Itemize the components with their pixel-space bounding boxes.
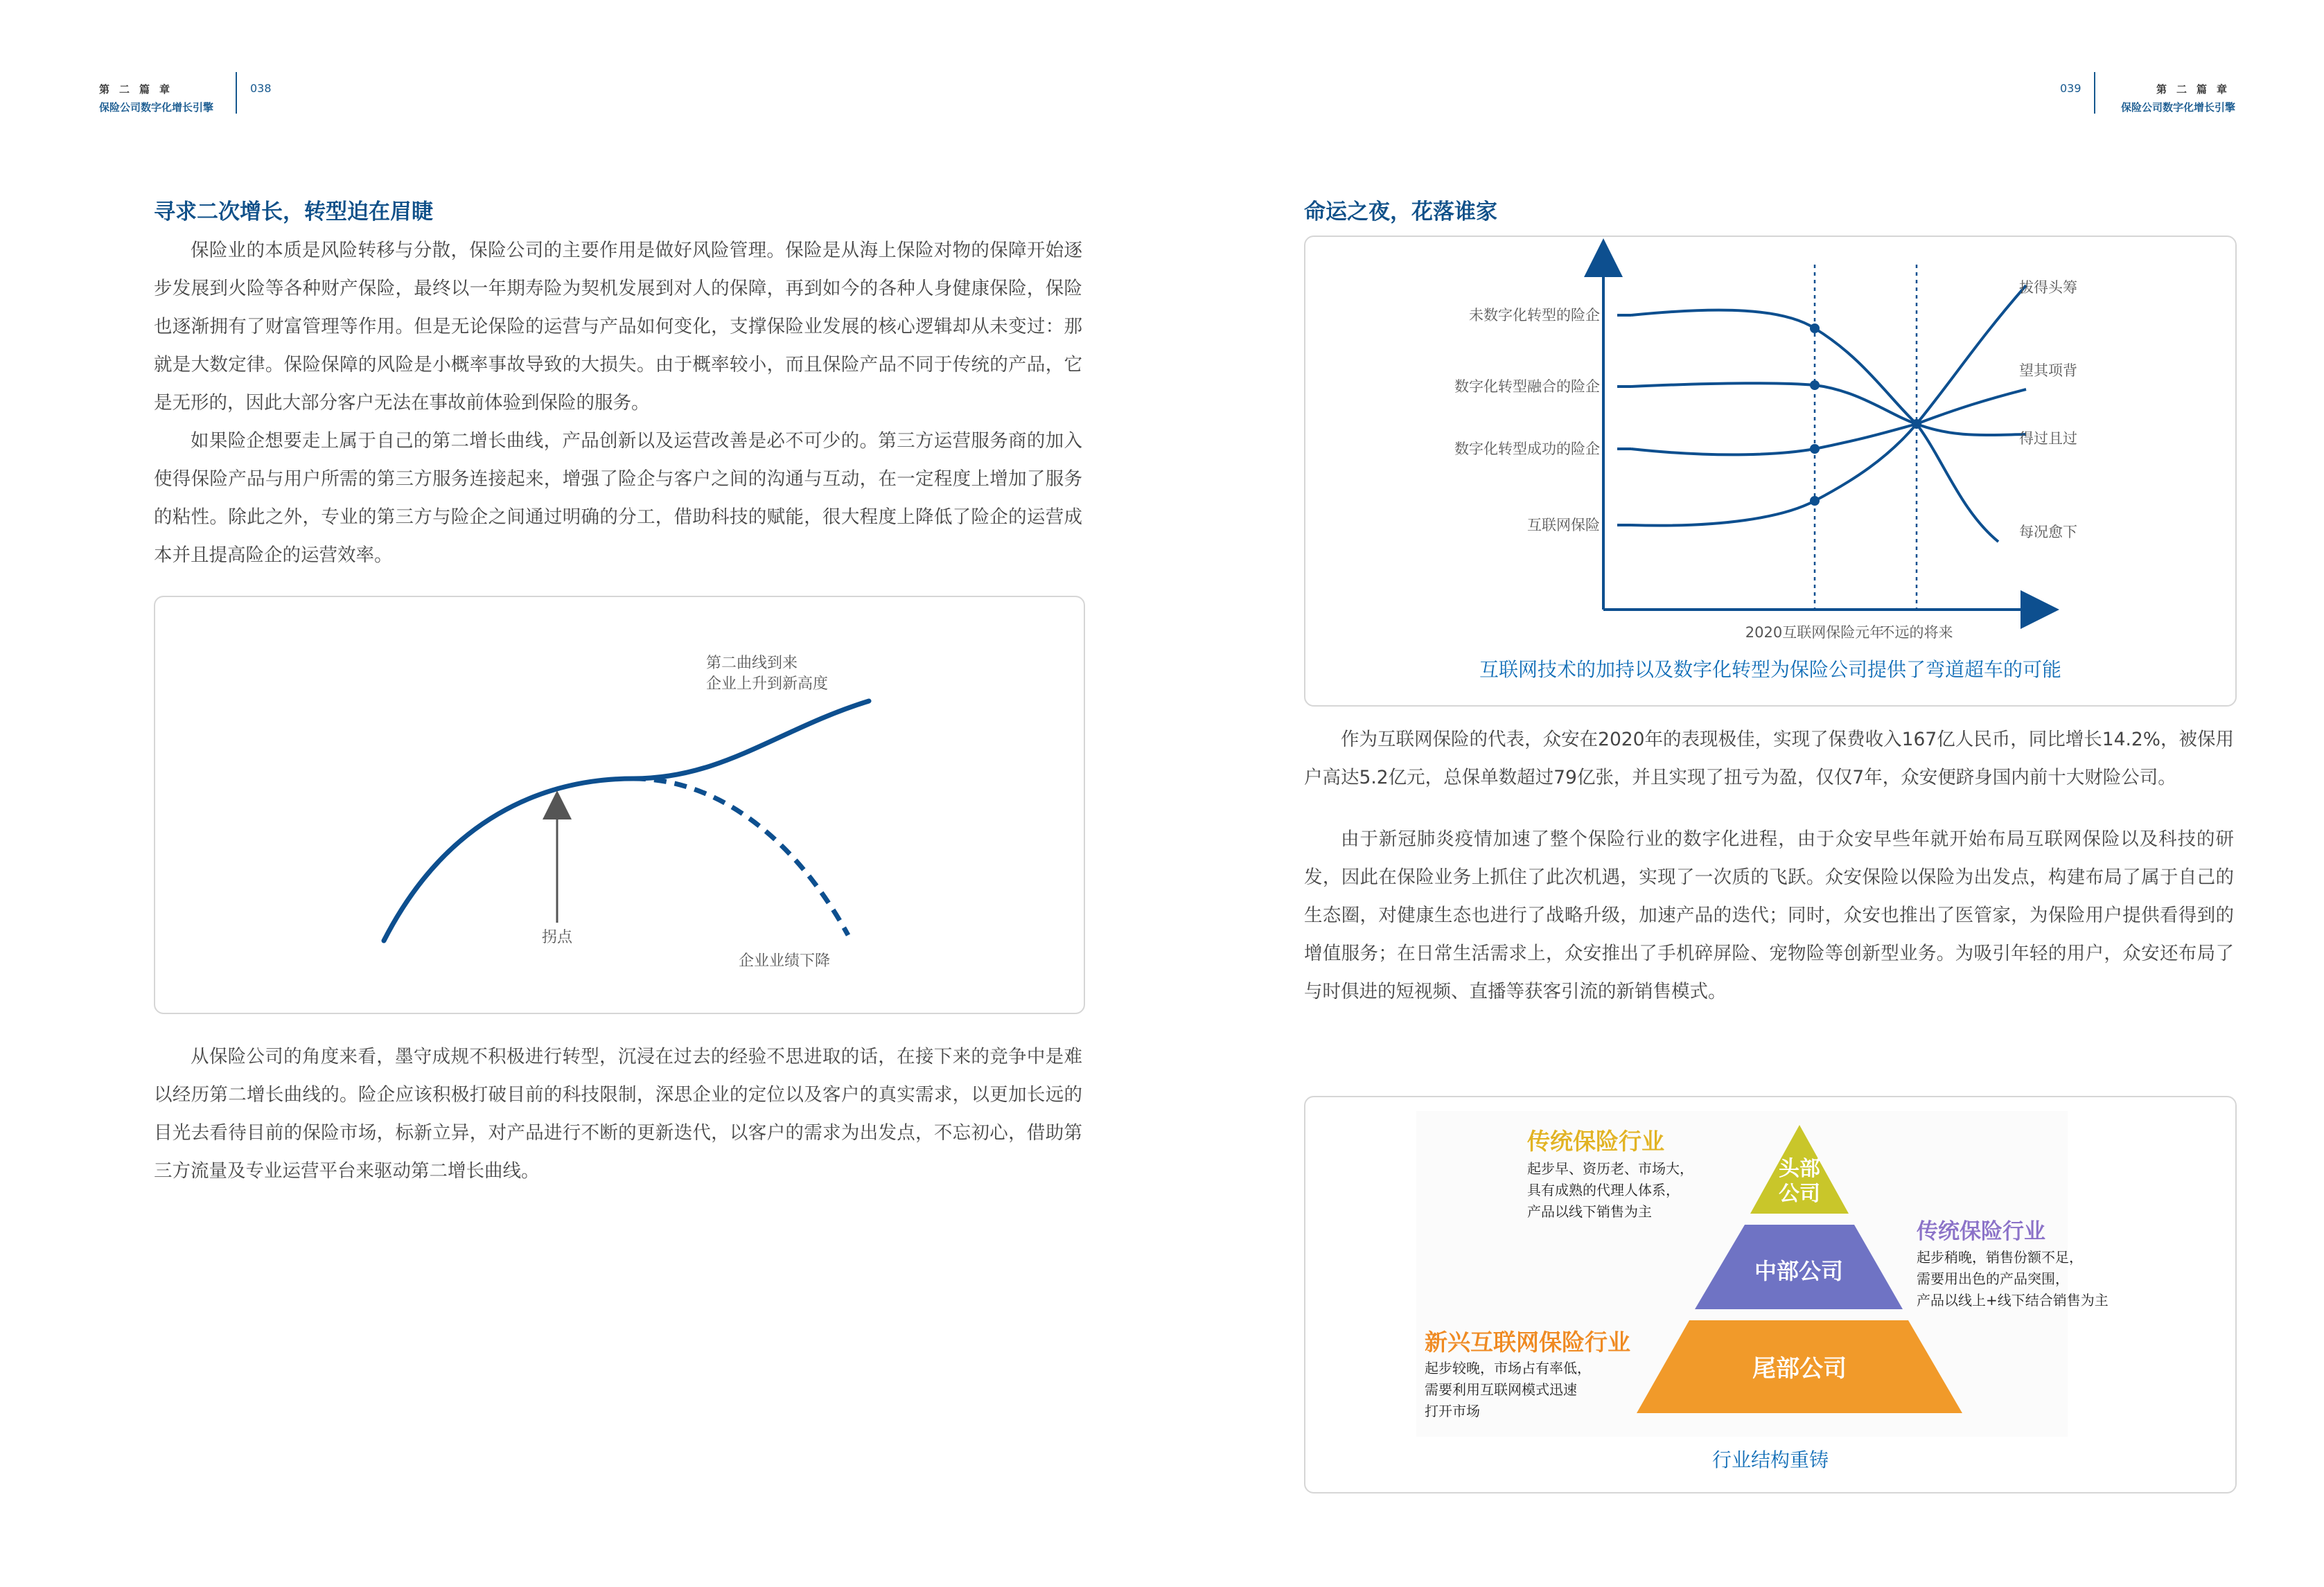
group-2-desc xyxy=(1917,1247,2109,1311)
group-1-desc-line-1: 起步早、资历老、市场大， xyxy=(1527,1160,1693,1177)
tier-top-label-line1: 头部 xyxy=(1779,1157,1820,1181)
point-convergence-future xyxy=(1912,419,1921,429)
right-header-divider xyxy=(2094,72,2095,114)
left-header-subtitle: 保险公司数字化增长引擎 xyxy=(99,101,214,114)
right-paragraph-2: 由于新冠肺炎疫情加速了整个保险行业的数字化进程，由于众安早些年就开始布局互联网保险以及科技的研发，因此在保险业务上抓住了此次机遇，实现了一次质的飞跃。众安保险以保险为出发点，构建布局了属于自己的生态圈，对健康生态也进行了战略升级，加速产品的迭代；同时，众安也推出了医管家，为保险用户提供看得到的增值服务；在日常生活需求上，众安推出了手机碎屏险、宠物险等创新型业务。为吸引年轻的用户，众安还布局了与时俱进的短视频、直播等获客引流的新销售模式。 xyxy=(1304,828,2234,1002)
label-rise-line1: 第二曲线到来 xyxy=(706,655,798,672)
second-curve-rise-line xyxy=(633,701,869,779)
left-header-part: 第二篇章 xyxy=(99,83,180,96)
left-paragraph-3: 从保险公司的角度来看，墨守成规不积极进行转型，沉浸在过去的经验不思进取的话，在接下来的竞争中是难以经历第二增长曲线的。险企应该积极打破目前的科技限制，深思企业的定位以及客户的真实需求，以更加长远的目光去看待目前的保险市场，标新立异，对产品进行不断的更新迭代，以客户的需求为出发点，不忘初心，借助第三方流量及专业运营平台来驱动第二增长曲线。 xyxy=(154,1046,1082,1182)
fate-chart-caption: 互联网技术的加持以及数字化转型为保险公司提供了弯道超车的可能 xyxy=(1479,658,2061,681)
right-paragraph-1: 作为互联网保险的代表，众安在2020年的表现极佳，实现了保费收入167亿人民币，同比增长14.2%，被保用户高达5.2亿元，总保单数超过79亿张，并且实现了扭亏为盈，仅仅7年，众安便跻身国内前十大财险公司。 xyxy=(1304,729,2234,788)
group-3-desc-line-2: 需要利用互联网模式迅速 xyxy=(1425,1381,1577,1398)
pyramid-caption: 行业结构重铸 xyxy=(1711,1448,1829,1471)
label-rise-line2: 企业上升到新高度 xyxy=(706,675,829,693)
right-section-title: 命运之夜，花落谁家 xyxy=(1304,200,1497,224)
tier-top-label xyxy=(1772,1157,1827,1207)
left-page-number: 038 xyxy=(250,82,272,95)
series-line-success xyxy=(1631,389,2026,454)
series-line-fusion xyxy=(1631,383,2026,435)
fate-chart-figure xyxy=(1304,236,2237,707)
point-fusion-2020 xyxy=(1810,380,1820,390)
left-paragraph-2: 如果险企想要走上属于自己的第二增长曲线，产品创新以及运营改善是必不可少的。第三方运营服务商的加入使得保险产品与用户所需的第三方服务连接起来，增强了险企与客户之间的沟通与互动，在一定程度上增加了服务的粘性。除此之外，专业的第三方与险企之间通过明确的分工，借助科技的赋能，很大程度上降低了险企的运营成本并且提高险企的运营效率。 xyxy=(154,430,1082,566)
series-label-undigitized: 未数字化转型的险企 xyxy=(1469,307,1600,323)
group-2-title: 传统保险行业 xyxy=(1917,1219,2045,1244)
decline-dashed-line xyxy=(633,779,848,935)
series-label-internet: 互联网保险 xyxy=(1527,517,1600,533)
fate-line-chart xyxy=(1305,237,2235,653)
industry-pyramid-figure xyxy=(1304,1096,2237,1493)
right-header-part: 第二篇章 xyxy=(2156,83,2237,96)
x-tick-label-future: 不远的将来 xyxy=(1880,624,1953,641)
point-success-2020 xyxy=(1810,444,1820,454)
outcome-label-3: 得过且过 xyxy=(2019,430,2077,447)
group-3-desc-line-3: 打开市场 xyxy=(1425,1403,1480,1419)
outcome-label-1: 拔得头筹 xyxy=(2019,279,2077,296)
right-header-subtitle: 保险公司数字化增长引擎 xyxy=(2120,101,2235,114)
group-1-desc-line-3: 产品以线下销售为主 xyxy=(1527,1203,1652,1220)
label-inflection: 拐点 xyxy=(542,929,573,946)
series-label-success: 数字化转型成功的险企 xyxy=(1454,441,1600,457)
group-3-desc xyxy=(1425,1358,1591,1422)
left-paragraph-1: 保险业的本质是风险转移与分散，保险公司的主要作用是做好风险管理。保险是从海上保险对物的保障开始逐步发展到火险等各种财产保险，最终以一年期寿险为契机发展到对人的保障，再到如今的各种人身健康保险，保险也逐渐拥有了财富管理等作用。但是无论保险的运营与产品如何变化，支撑保险业发展的核心逻辑却从未变过：那就是大数定律。保险保障的风险是小概率事故导致的大损失。由于概率较小，而且保险产品不同于传统的产品，它是无形的，因此大部分客户无法在事故前体验到保险的服务。 xyxy=(154,240,1082,414)
left-closing-text xyxy=(154,1038,1082,1190)
x-tick-label-2020: 2020互联网保险元年 xyxy=(1745,624,1885,641)
group-1-desc xyxy=(1527,1158,1693,1223)
second-curve-figure xyxy=(154,596,1085,1014)
point-undigitized-2020 xyxy=(1810,323,1820,333)
tier-middle-label: 中部公司 xyxy=(1754,1258,1843,1284)
group-2-desc-line-2: 需要用出色的产品突围， xyxy=(1917,1270,2069,1287)
outcome-label-4: 每况愈下 xyxy=(2019,524,2077,540)
right-body-text xyxy=(1304,720,2234,1011)
second-curve-diagram xyxy=(155,597,1084,1013)
group-1-title: 传统保险行业 xyxy=(1527,1128,1664,1155)
series-label-fusion: 数字化转型融合的险企 xyxy=(1454,378,1600,395)
right-page-number: 039 xyxy=(2060,82,2081,95)
point-internet-2020 xyxy=(1810,496,1820,506)
tier-bottom-label: 尾部公司 xyxy=(1752,1355,1847,1383)
group-3-desc-line-1: 起步较晚，市场占有率低， xyxy=(1425,1360,1591,1376)
outcome-label-2: 望其项背 xyxy=(2019,362,2077,379)
group-2-desc-line-1: 起步稍晚，销售份额不足， xyxy=(1917,1249,2083,1266)
left-body-text xyxy=(154,231,1082,574)
left-section-title: 寻求二次增长，转型迫在眉睫 xyxy=(154,200,433,224)
label-decline: 企业业绩下降 xyxy=(739,952,831,970)
tier-top-label-line2: 公司 xyxy=(1779,1182,1820,1206)
left-header-divider xyxy=(236,72,237,114)
first-curve-line xyxy=(384,779,633,941)
group-1-desc-line-2: 具有成熟的代理人体系， xyxy=(1527,1182,1680,1198)
group-2-desc-line-3: 产品以线上+线下结合销售为主 xyxy=(1917,1292,2109,1309)
group-3-title: 新兴互联网保险行业 xyxy=(1425,1329,1630,1356)
